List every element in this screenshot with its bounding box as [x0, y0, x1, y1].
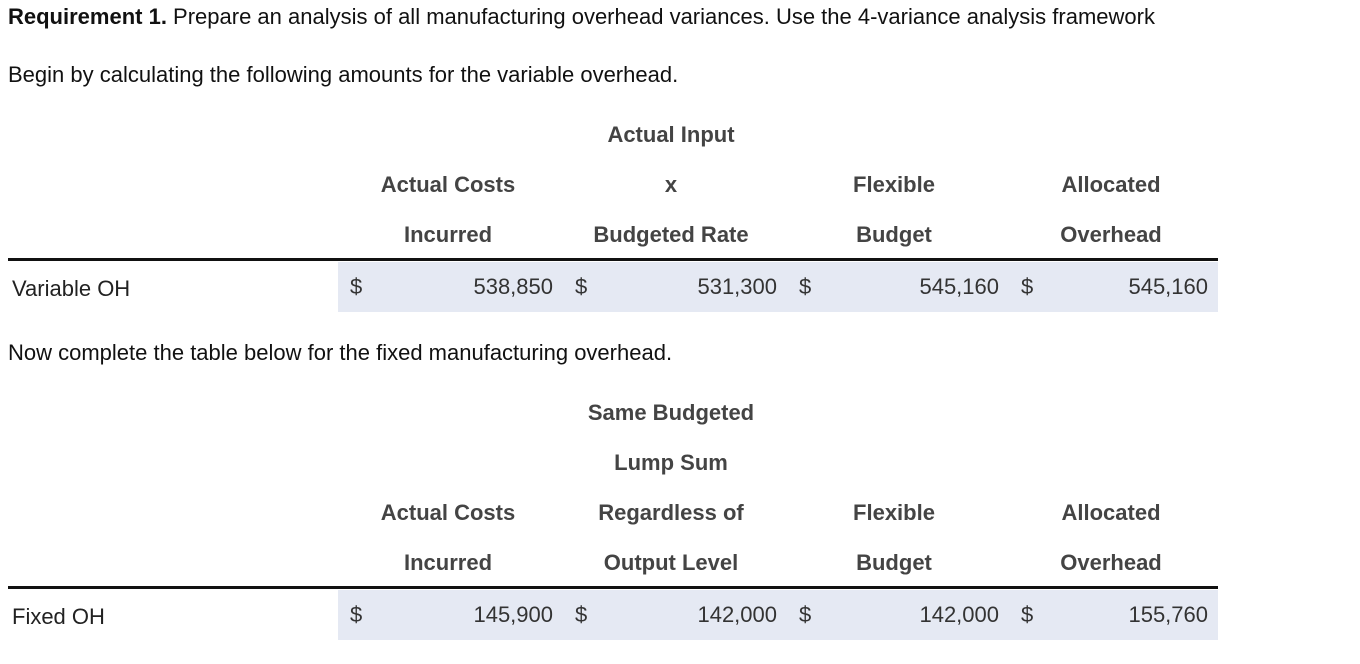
var-budgeted-rate-cell[interactable]: [563, 262, 787, 312]
var-header-col1-line2: Incurred: [403, 222, 493, 247]
var-header-rule: [8, 258, 1218, 261]
var-header-col3-line2: Budget: [856, 222, 932, 247]
fix-flexible-budget-currency: $: [799, 602, 812, 627]
var-flexible-budget-value: 545,160: [919, 274, 999, 299]
fix-header-col2-line2: Lump Sum: [614, 450, 728, 475]
fix-header-col1-line2: Incurred: [403, 550, 493, 575]
fix-header-col2-line3: Regardless of: [598, 500, 744, 525]
var-allocated-overhead-cell[interactable]: [1009, 262, 1218, 312]
fix-allocated-overhead-value: 155,760: [1128, 602, 1208, 627]
var-header-col4-line2: Overhead: [1060, 222, 1162, 247]
var-row-label: Variable OH: [12, 276, 131, 301]
var-actual-costs-cell[interactable]: [338, 262, 563, 312]
variable-intro: Begin by calculating the following amounts for the variable overhead.: [8, 62, 679, 87]
requirement-label: Requirement 1.: [8, 4, 167, 29]
var-header-col4-line1: Allocated: [1061, 172, 1161, 197]
var-header-col3-line1: Flexible: [853, 172, 935, 197]
var-flexible-budget-currency: $: [799, 274, 812, 299]
fix-header-col2-line4: Output Level: [603, 550, 739, 575]
fix-lump-sum-cell[interactable]: [563, 590, 787, 640]
fixed-intro: Now complete the table below for the fixed manufacturing overhead.: [8, 340, 673, 365]
fix-lump-sum-value: 142,000: [697, 602, 777, 627]
fix-header-col3-line1: Flexible: [853, 500, 935, 525]
requirement-text: [8, 4, 1155, 30]
fix-actual-costs-cell[interactable]: [338, 590, 563, 640]
fix-allocated-overhead-cell[interactable]: [1009, 590, 1218, 640]
fix-header-col2-line1: Same Budgeted: [587, 400, 755, 425]
var-header-col2-line2: x: [664, 172, 678, 197]
fix-actual-costs-value: 145,900: [473, 602, 553, 627]
fix-header-col3-line2: Budget: [856, 550, 932, 575]
var-header-col2-line3: Budgeted Rate: [593, 222, 749, 247]
requirement-body: Prepare an analysis of all manufacturing overhead variances. Use the 4-variance analysis framework: [166, 4, 1155, 29]
var-allocated-overhead-currency: $: [1021, 274, 1034, 299]
var-budgeted-rate-value: 531,300: [697, 274, 777, 299]
var-flexible-budget-cell[interactable]: [787, 262, 1009, 312]
fix-actual-costs-currency: $: [350, 602, 363, 627]
var-actual-costs-currency: $: [350, 274, 363, 299]
fix-flexible-budget-cell[interactable]: [787, 590, 1009, 640]
var-header-col2-line1: Actual Input: [607, 122, 735, 147]
fix-allocated-overhead-currency: $: [1021, 602, 1034, 627]
fix-row-label: Fixed OH: [12, 604, 105, 629]
fix-header-col4-line2: Overhead: [1060, 550, 1162, 575]
var-allocated-overhead-value: 545,160: [1128, 274, 1208, 299]
fix-flexible-budget-value: 142,000: [919, 602, 999, 627]
fix-header-col4-line1: Allocated: [1061, 500, 1161, 525]
var-header-col1-line1: Actual Costs: [380, 172, 516, 197]
var-budgeted-rate-currency: $: [575, 274, 588, 299]
fix-header-rule: [8, 586, 1218, 589]
fix-lump-sum-currency: $: [575, 602, 588, 627]
fix-header-col1-line1: Actual Costs: [380, 500, 516, 525]
var-actual-costs-value: 538,850: [473, 274, 553, 299]
